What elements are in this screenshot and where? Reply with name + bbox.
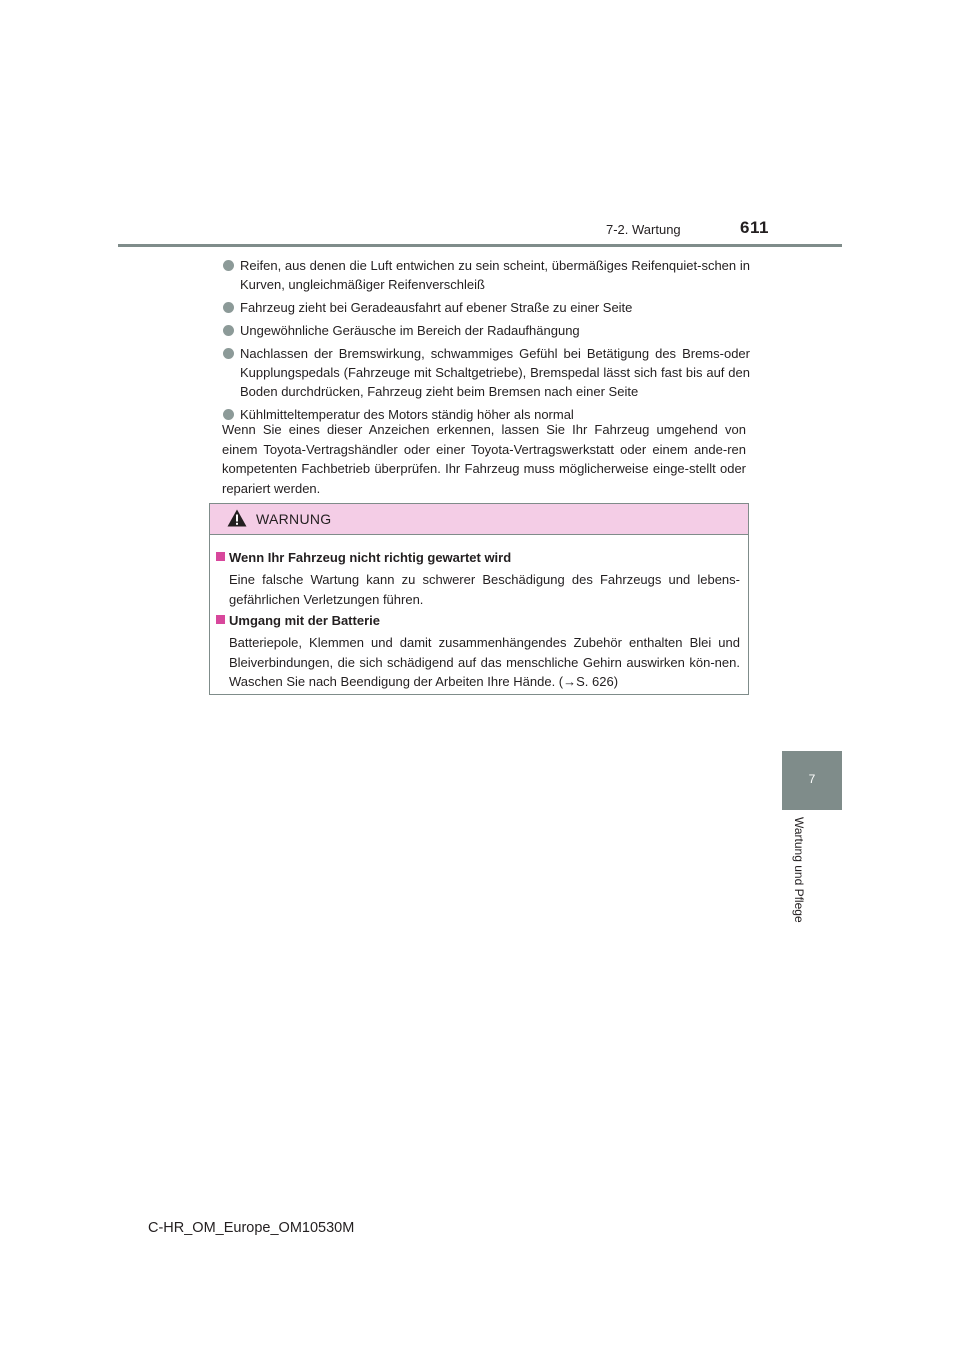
chapter-tab <box>782 751 842 810</box>
square-bullet-icon <box>216 615 225 624</box>
warning-item-heading: Umgang mit der Batterie <box>216 611 740 630</box>
list-item: Ungewöhnliche Geräusche im Bereich der Radaufhängung <box>222 321 750 340</box>
header-rule <box>118 244 842 247</box>
body-paragraph: Wenn Sie eines dieser Anzeichen erkennen, lassen Sie Ihr Fahrzeug umgehend von einem Toyota-Vertragshändler oder einer Toyota-Vertragswerkstatt oder einem ande-ren kompetenten Fachbetrieb überprüfen. Ihr Fahrzeug muss möglicherweise einge-stellt oder repariert werden. <box>222 422 746 496</box>
bullet-icon <box>223 302 234 313</box>
chapter-label: Wartung und Pflege <box>792 817 806 923</box>
warning-body <box>210 535 748 692</box>
list-item: Kühlmitteltemperatur des Motors ständig höher als normal <box>222 405 750 424</box>
bullet-list <box>222 256 750 428</box>
footer-code: C-HR_OM_Europe_OM10530M <box>148 1220 355 1236</box>
warning-item-heading: Wenn Ihr Fahrzeug nicht richtig gewartet wird <box>216 548 740 567</box>
bullet-icon <box>223 325 234 336</box>
chapter-number: 7 <box>808 772 816 786</box>
square-bullet-icon <box>216 552 225 561</box>
list-item: Reifen, aus denen die Luft entwichen zu sein scheint, übermäßiges Reifenquiet-schen in Kurven, ungleichmäßiger Reifenverschleiß <box>222 256 750 294</box>
warning-header <box>210 504 748 535</box>
warning-item-text: Eine falsche Wartung kann zu schwerer Beschädigung des Fahrzeugs und lebens-gefährlichen Verletzungen führen. <box>229 572 740 607</box>
warning-triangle-icon <box>227 509 247 527</box>
list-item: Nachlassen der Bremswirkung, schwammiges Gefühl bei Betätigung des Brems-oder Kupplungspedals (Fahrzeuge mit Schaltgetriebe), Bremspedal lässt sich fast bis auf den Boden durchdrücken, Fahrzeug zieht beim Bremsen nach einer Seite <box>222 344 750 401</box>
bullet-icon <box>223 260 234 271</box>
page-number: 611 <box>740 218 769 237</box>
header-section: 7-2. Wartung <box>606 222 681 237</box>
warning-title: WARNUNG <box>256 511 332 527</box>
warning-box <box>209 503 749 695</box>
list-item: Fahrzeug zieht bei Geradeausfahrt auf ebener Straße zu einer Seite <box>222 298 750 317</box>
bullet-icon <box>223 348 234 359</box>
warning-item-text: Batteriepole, Klemmen und damit zusammenhängendes Zubehör enthalten Blei und Bleiverbindungen, die sich schädigend auf das menschliche Gehirn auswirken kön-nen. Waschen Sie nach Beendigung der Arbeiten Ihre Hände. (→S. 626) <box>229 635 740 689</box>
bullet-icon <box>223 409 234 420</box>
